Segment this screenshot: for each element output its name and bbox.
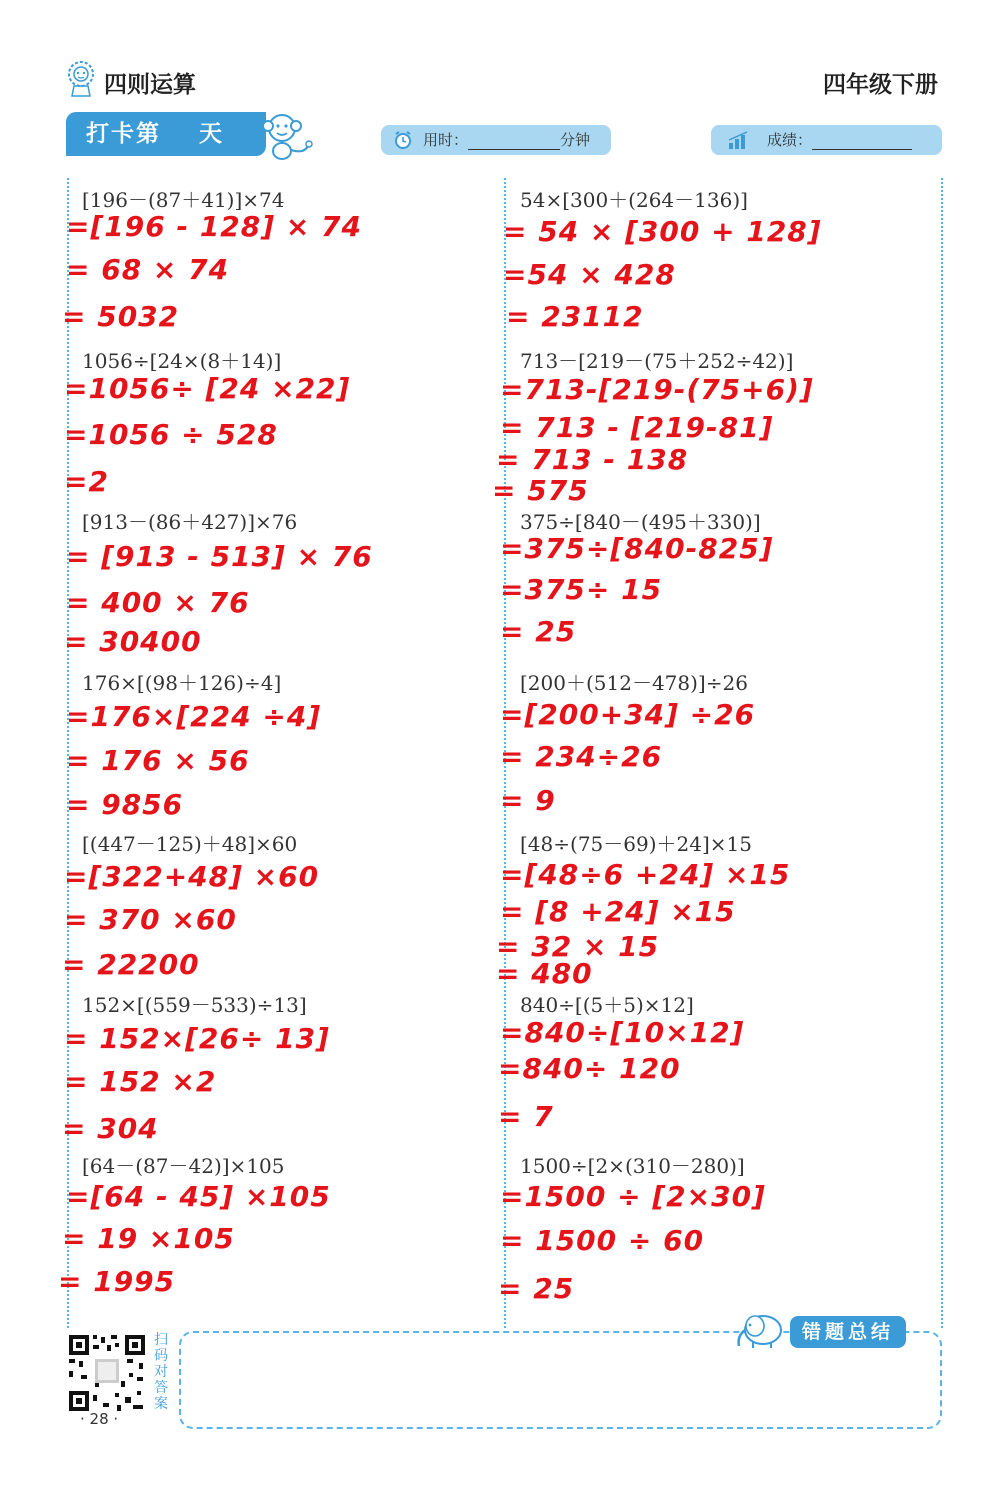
scan-for-answers-label: 扫码对答案 — [154, 1332, 168, 1412]
page-number: · 28 · — [80, 1410, 119, 1428]
problem-text: 840÷[(5＋5)×12] — [520, 993, 694, 1017]
qr-code-icon[interactable] — [67, 1333, 147, 1413]
banner-left-text: 打卡第 — [86, 121, 161, 147]
handwritten-step: =375÷[840-825] — [500, 532, 774, 565]
problem-text: 1500÷[2×(310－280)] — [520, 1154, 745, 1178]
right-dotted-guide — [941, 178, 943, 1328]
time-label: 用时： — [423, 131, 469, 149]
handwritten-answer: = 7 — [498, 1100, 554, 1133]
elephant-mascot-icon — [733, 1308, 791, 1352]
bar-chart-icon — [727, 130, 753, 150]
handwritten-step: =[196 - 128] × 74 — [66, 210, 362, 243]
problem-text: [913－(86＋427)]×76 — [82, 510, 298, 534]
score-label: 成绩： — [767, 131, 813, 149]
handwritten-answer: = 480 — [496, 957, 593, 990]
problem-text: 375÷[840－(495＋330)] — [520, 510, 761, 534]
handwritten-answer: = 575 — [492, 474, 589, 507]
handwritten-step: =[200+34] ÷26 — [500, 698, 756, 731]
handwritten-step: = 19 ×105 — [62, 1222, 235, 1255]
handwritten-answer: = 304 — [62, 1112, 159, 1145]
checkin-day-banner — [66, 112, 266, 156]
handwritten-answer: = 30400 — [64, 625, 202, 658]
problem-text: [64－(87－42)]×105 — [82, 1154, 285, 1178]
handwritten-step: = [8 +24] ×15 — [500, 895, 736, 928]
handwritten-step: =375÷ 15 — [500, 573, 663, 606]
lion-mascot-icon — [64, 60, 98, 98]
handwritten-answer: = 1995 — [58, 1265, 176, 1298]
handwritten-step: = 54 × [300 + 128] — [503, 215, 822, 248]
problem-text: 54×[300＋(264－136)] — [520, 188, 748, 212]
handwritten-step: =840÷[10×12] — [500, 1016, 745, 1049]
handwritten-answer: = 25 — [500, 615, 577, 648]
handwritten-step: = [913 - 513] × 76 — [66, 540, 373, 573]
handwritten-answer: =2 — [64, 465, 109, 498]
handwritten-step: =[64 - 45] ×105 — [66, 1180, 331, 1213]
handwritten-step: = 176 × 56 — [66, 744, 250, 777]
handwritten-step: =[48÷6 +24] ×15 — [500, 858, 791, 891]
handwritten-answer: = 5032 — [62, 300, 180, 333]
score-blank[interactable] — [812, 131, 912, 150]
problem-text: [(447－125)＋48]×60 — [82, 832, 298, 856]
problem-text: [48÷(75－69)＋24]×15 — [520, 832, 752, 856]
handwritten-answer: = 9 — [500, 784, 556, 817]
error-summary-tag: 错题总结 — [790, 1316, 906, 1348]
problem-text: 152×[(559－533)÷13] — [82, 993, 307, 1017]
handwritten-answer: = 23112 — [506, 300, 644, 333]
time-unit: 分钟 — [560, 131, 591, 149]
monkey-mascot-icon — [258, 110, 316, 162]
handwritten-step: = 400 × 76 — [66, 586, 250, 619]
problem-text: 1056÷[24×(8＋14)] — [82, 349, 282, 373]
handwritten-answer: = 22200 — [62, 948, 200, 981]
score-field — [711, 125, 942, 155]
handwritten-step: = 234÷26 — [500, 740, 663, 773]
handwritten-step: = 68 × 74 — [66, 253, 230, 286]
time-blank[interactable] — [468, 131, 560, 150]
handwritten-step: = 370 ×60 — [64, 903, 237, 936]
handwritten-step: = 152 ×2 — [64, 1065, 217, 1098]
problem-text: 713－[219－(75＋252÷42)] — [520, 349, 794, 373]
alarm-clock-icon — [393, 130, 413, 150]
problem-text: [196－(87＋41)]×74 — [82, 188, 285, 212]
handwritten-step: =54 × 428 — [503, 258, 676, 291]
handwritten-step: = 713 - [219-81] — [500, 411, 774, 444]
handwritten-step: =713-[219-(75+6)] — [500, 373, 814, 406]
problem-text: [200＋(512－478)]÷26 — [520, 671, 748, 695]
handwritten-step: =176×[224 ÷4] — [66, 700, 322, 733]
handwritten-step: =1056 ÷ 528 — [64, 418, 278, 451]
problem-text: 176×[(98＋126)÷4] — [82, 671, 282, 695]
handwritten-step: =[322+48] ×60 — [64, 860, 320, 893]
handwritten-step: =1056÷ [24 ×22] — [64, 372, 351, 405]
handwritten-step: =840÷ 120 — [498, 1052, 681, 1085]
handwritten-answer: = 25 — [498, 1272, 575, 1305]
handwritten-step: =1500 ÷ [2×30] — [500, 1180, 766, 1213]
handwritten-step: = 152×[26÷ 13] — [64, 1022, 330, 1055]
handwritten-step: = 1500 ÷ 60 — [500, 1224, 705, 1257]
section-title: 四则运算 — [104, 72, 196, 98]
grade-label: 四年级下册 — [823, 72, 938, 98]
banner-right-text: 天 — [199, 121, 224, 147]
time-field — [381, 125, 611, 155]
handwritten-step: = 713 - 138 — [496, 443, 689, 476]
handwritten-step: = 32 × 15 — [496, 930, 660, 963]
handwritten-answer: = 9856 — [66, 788, 184, 821]
